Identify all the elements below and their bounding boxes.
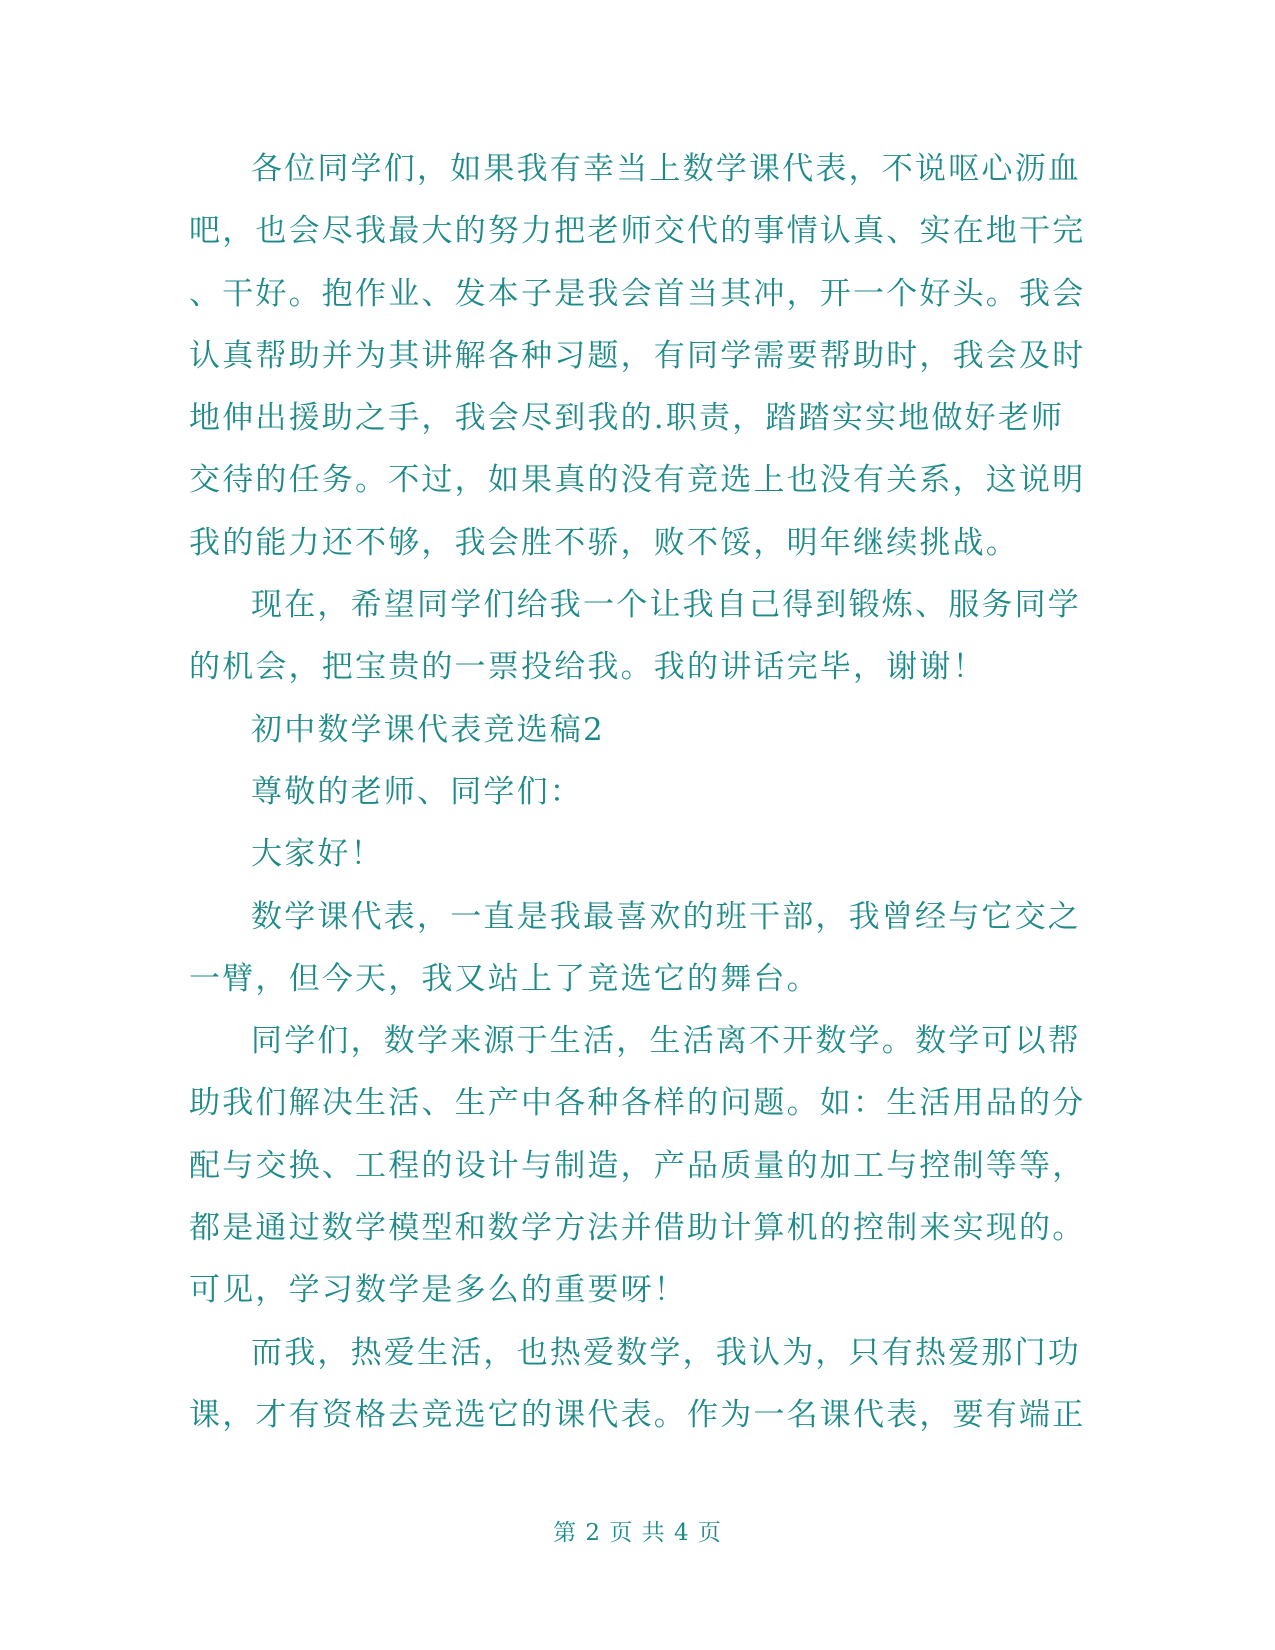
paragraph-line: 地伸出援助之手，我会尽到我的.职责，踏踏实实地做好老师 (189, 400, 1065, 437)
paragraph-line: 配与交换、工程的设计与制造，产品质量的加工与控制等等， (189, 1147, 1086, 1184)
paragraph-line: 同学们，数学来源于生活，生活离不开数学。数学可以帮 (251, 1023, 1081, 1060)
section-title: 初中数学课代表竞选稿2 (251, 711, 605, 748)
paragraph-line: 交待的任务。不过，如果真的没有竞选上也没有关系，这说明 (189, 462, 1086, 499)
paragraph-line: 、干好。抱作业、发本子是我会首当其冲，开一个好头。我会 (189, 275, 1086, 312)
document-body (189, 138, 1086, 1446)
paragraph-line: 吧，也会尽我最大的努力把老师交代的事情认真、实在地干完 (189, 213, 1086, 250)
paragraph-line: 我的能力还不够，我会胜不骄，败不馁，明年继续挑战。 (189, 524, 1019, 561)
paragraph-line: 都是通过数学模型和数学方法并借助计算机的控制来实现的。 (189, 1210, 1086, 1247)
paragraph-line: 数学课代表，一直是我最喜欢的班干部，我曾经与它交之 (251, 898, 1081, 935)
paragraph-line: 助我们解决生活、生产中各种各样的问题。如：生活用品的分 (189, 1085, 1086, 1122)
paragraph-line: 可见，学习数学是多么的重要呀！ (189, 1272, 687, 1309)
paragraph-line: 各位同学们，如果我有幸当上数学课代表，不说呕心沥血 (251, 151, 1081, 187)
paragraph-line: 课，才有资格去竞选它的课代表。作为一名课代表，要有端正 (189, 1396, 1086, 1433)
greeting: 大家好！ (251, 836, 384, 873)
salutation: 尊敬的老师、同学们： (251, 773, 583, 810)
paragraph-line: 一臂，但今天，我又站上了竞选它的舞台。 (189, 960, 820, 997)
paragraph-line: 的机会，把宝贵的一票投给我。我的讲话完毕，谢谢！ (189, 649, 986, 686)
page-number-footer: 第 2 页 共 4 页 (553, 1520, 722, 1546)
paragraph-line: 而我，热爱生活，也热爱数学，我认为，只有热爱那门功 (251, 1334, 1081, 1371)
paragraph-line: 认真帮助并为其讲解各种习题，有同学需要帮助时，我会及时 (189, 337, 1086, 374)
paragraph-line: 现在，希望同学们给我一个让我自己得到锻炼、服务同学 (251, 587, 1081, 624)
